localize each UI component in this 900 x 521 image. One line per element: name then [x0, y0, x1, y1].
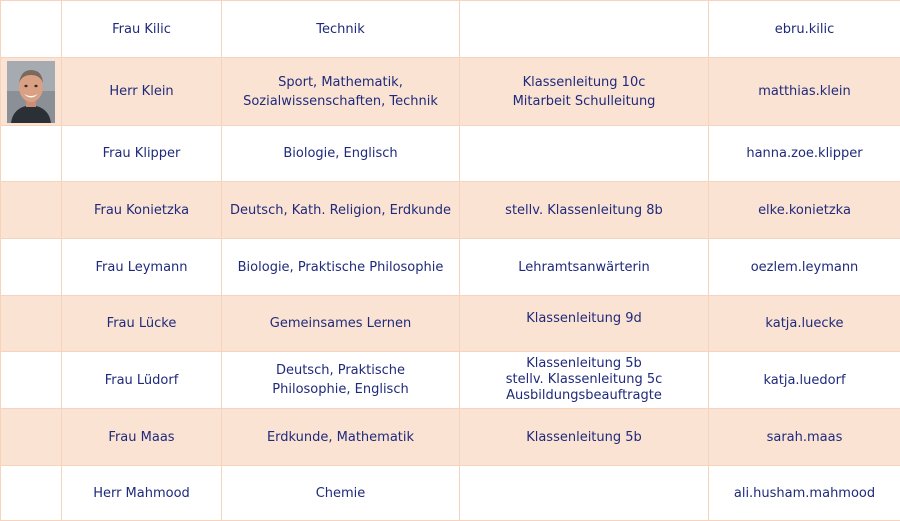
- teacher-name: Frau Lücke: [62, 296, 222, 352]
- teacher-subjects: Deutsch, Kath. Religion, Erdkunde: [222, 182, 460, 239]
- table-row: [1, 1, 900, 58]
- table-row: [1, 58, 900, 126]
- role-line: Mitarbeit Schulleitung: [466, 92, 702, 111]
- teacher-name: Herr Klein: [62, 58, 222, 126]
- teacher-subjects: [222, 58, 460, 126]
- teacher-name: Frau Maas: [62, 409, 222, 466]
- teacher-name: Frau Konietzka: [62, 182, 222, 239]
- role-line: Klassenleitung 5b: [466, 428, 702, 447]
- teacher-roles: [460, 296, 709, 352]
- teacher-subjects: Biologie, Englisch: [222, 126, 460, 182]
- teacher-name: Frau Klipper: [62, 126, 222, 182]
- teacher-subjects: Erdkunde, Mathematik: [222, 409, 460, 466]
- teacher-email[interactable]: katja.luedorf: [709, 352, 900, 409]
- role-line: Lehramtsanwärterin: [466, 258, 702, 277]
- teacher-name: Frau Leymann: [62, 239, 222, 296]
- teacher-name: Herr Mahmood: [62, 466, 222, 521]
- teacher-roles: [460, 409, 709, 466]
- photo-cell: [1, 1, 62, 58]
- teacher-roles: [460, 352, 709, 409]
- photo-cell: [1, 58, 62, 126]
- photo-cell: [1, 182, 62, 239]
- role-line: Klassenleitung 5b: [466, 356, 702, 372]
- teacher-subjects-text: Deutsch, Praktische Philosophie, Englisch: [236, 361, 446, 399]
- teacher-email[interactable]: oezlem.leymann: [709, 239, 900, 296]
- teacher-subjects: Technik: [222, 1, 460, 58]
- teacher-subjects: Gemeinsames Lernen: [222, 296, 460, 352]
- role-line: stellv. Klassenleitung 8b: [466, 201, 702, 220]
- photo-cell: [1, 466, 62, 521]
- teacher-roles: [460, 58, 709, 126]
- photo-cell: [1, 352, 62, 409]
- teacher-roles: [460, 1, 709, 58]
- table-row: [1, 466, 900, 521]
- teacher-email[interactable]: sarah.maas: [709, 409, 900, 466]
- table-row: [1, 182, 900, 239]
- teacher-email[interactable]: ali.husham.mahmood: [709, 466, 900, 521]
- table-row: [1, 352, 900, 409]
- photo-cell: [1, 239, 62, 296]
- teacher-email[interactable]: katja.luecke: [709, 296, 900, 352]
- photo-cell: [1, 126, 62, 182]
- role-line: Ausbildungsbeauftragte: [466, 388, 702, 404]
- teacher-name: Frau Kilic: [62, 1, 222, 58]
- teacher-subjects: [222, 352, 460, 409]
- teacher-roles: [460, 126, 709, 182]
- teacher-email[interactable]: elke.konietzka: [709, 182, 900, 239]
- teacher-photo-avatar: [7, 61, 55, 123]
- role-line: stellv. Klassenleitung 5c: [466, 372, 702, 388]
- teacher-email[interactable]: ebru.kilic: [709, 1, 900, 58]
- photo-cell: [1, 296, 62, 352]
- table-row: [1, 126, 900, 182]
- role-line: Klassenleitung 10c: [466, 73, 702, 92]
- teacher-roles: [460, 182, 709, 239]
- teacher-email[interactable]: hanna.zoe.klipper: [709, 126, 900, 182]
- teacher-roles: [460, 239, 709, 296]
- photo-cell: [1, 409, 62, 466]
- table-row: [1, 296, 900, 352]
- table-row: [1, 409, 900, 466]
- teacher-subjects-text: Sport, Mathematik, Sozialwissenschaften, Technik: [241, 73, 441, 111]
- teacher-name: Frau Lüdorf: [62, 352, 222, 409]
- table-row: [1, 239, 900, 296]
- teacher-subjects: Chemie: [222, 466, 460, 521]
- teacher-email[interactable]: matthias.klein: [709, 58, 900, 126]
- teacher-subjects: Biologie, Praktische Philosophie: [222, 239, 460, 296]
- role-line: Klassenleitung 9d: [466, 309, 702, 328]
- teacher-roles: [460, 466, 709, 521]
